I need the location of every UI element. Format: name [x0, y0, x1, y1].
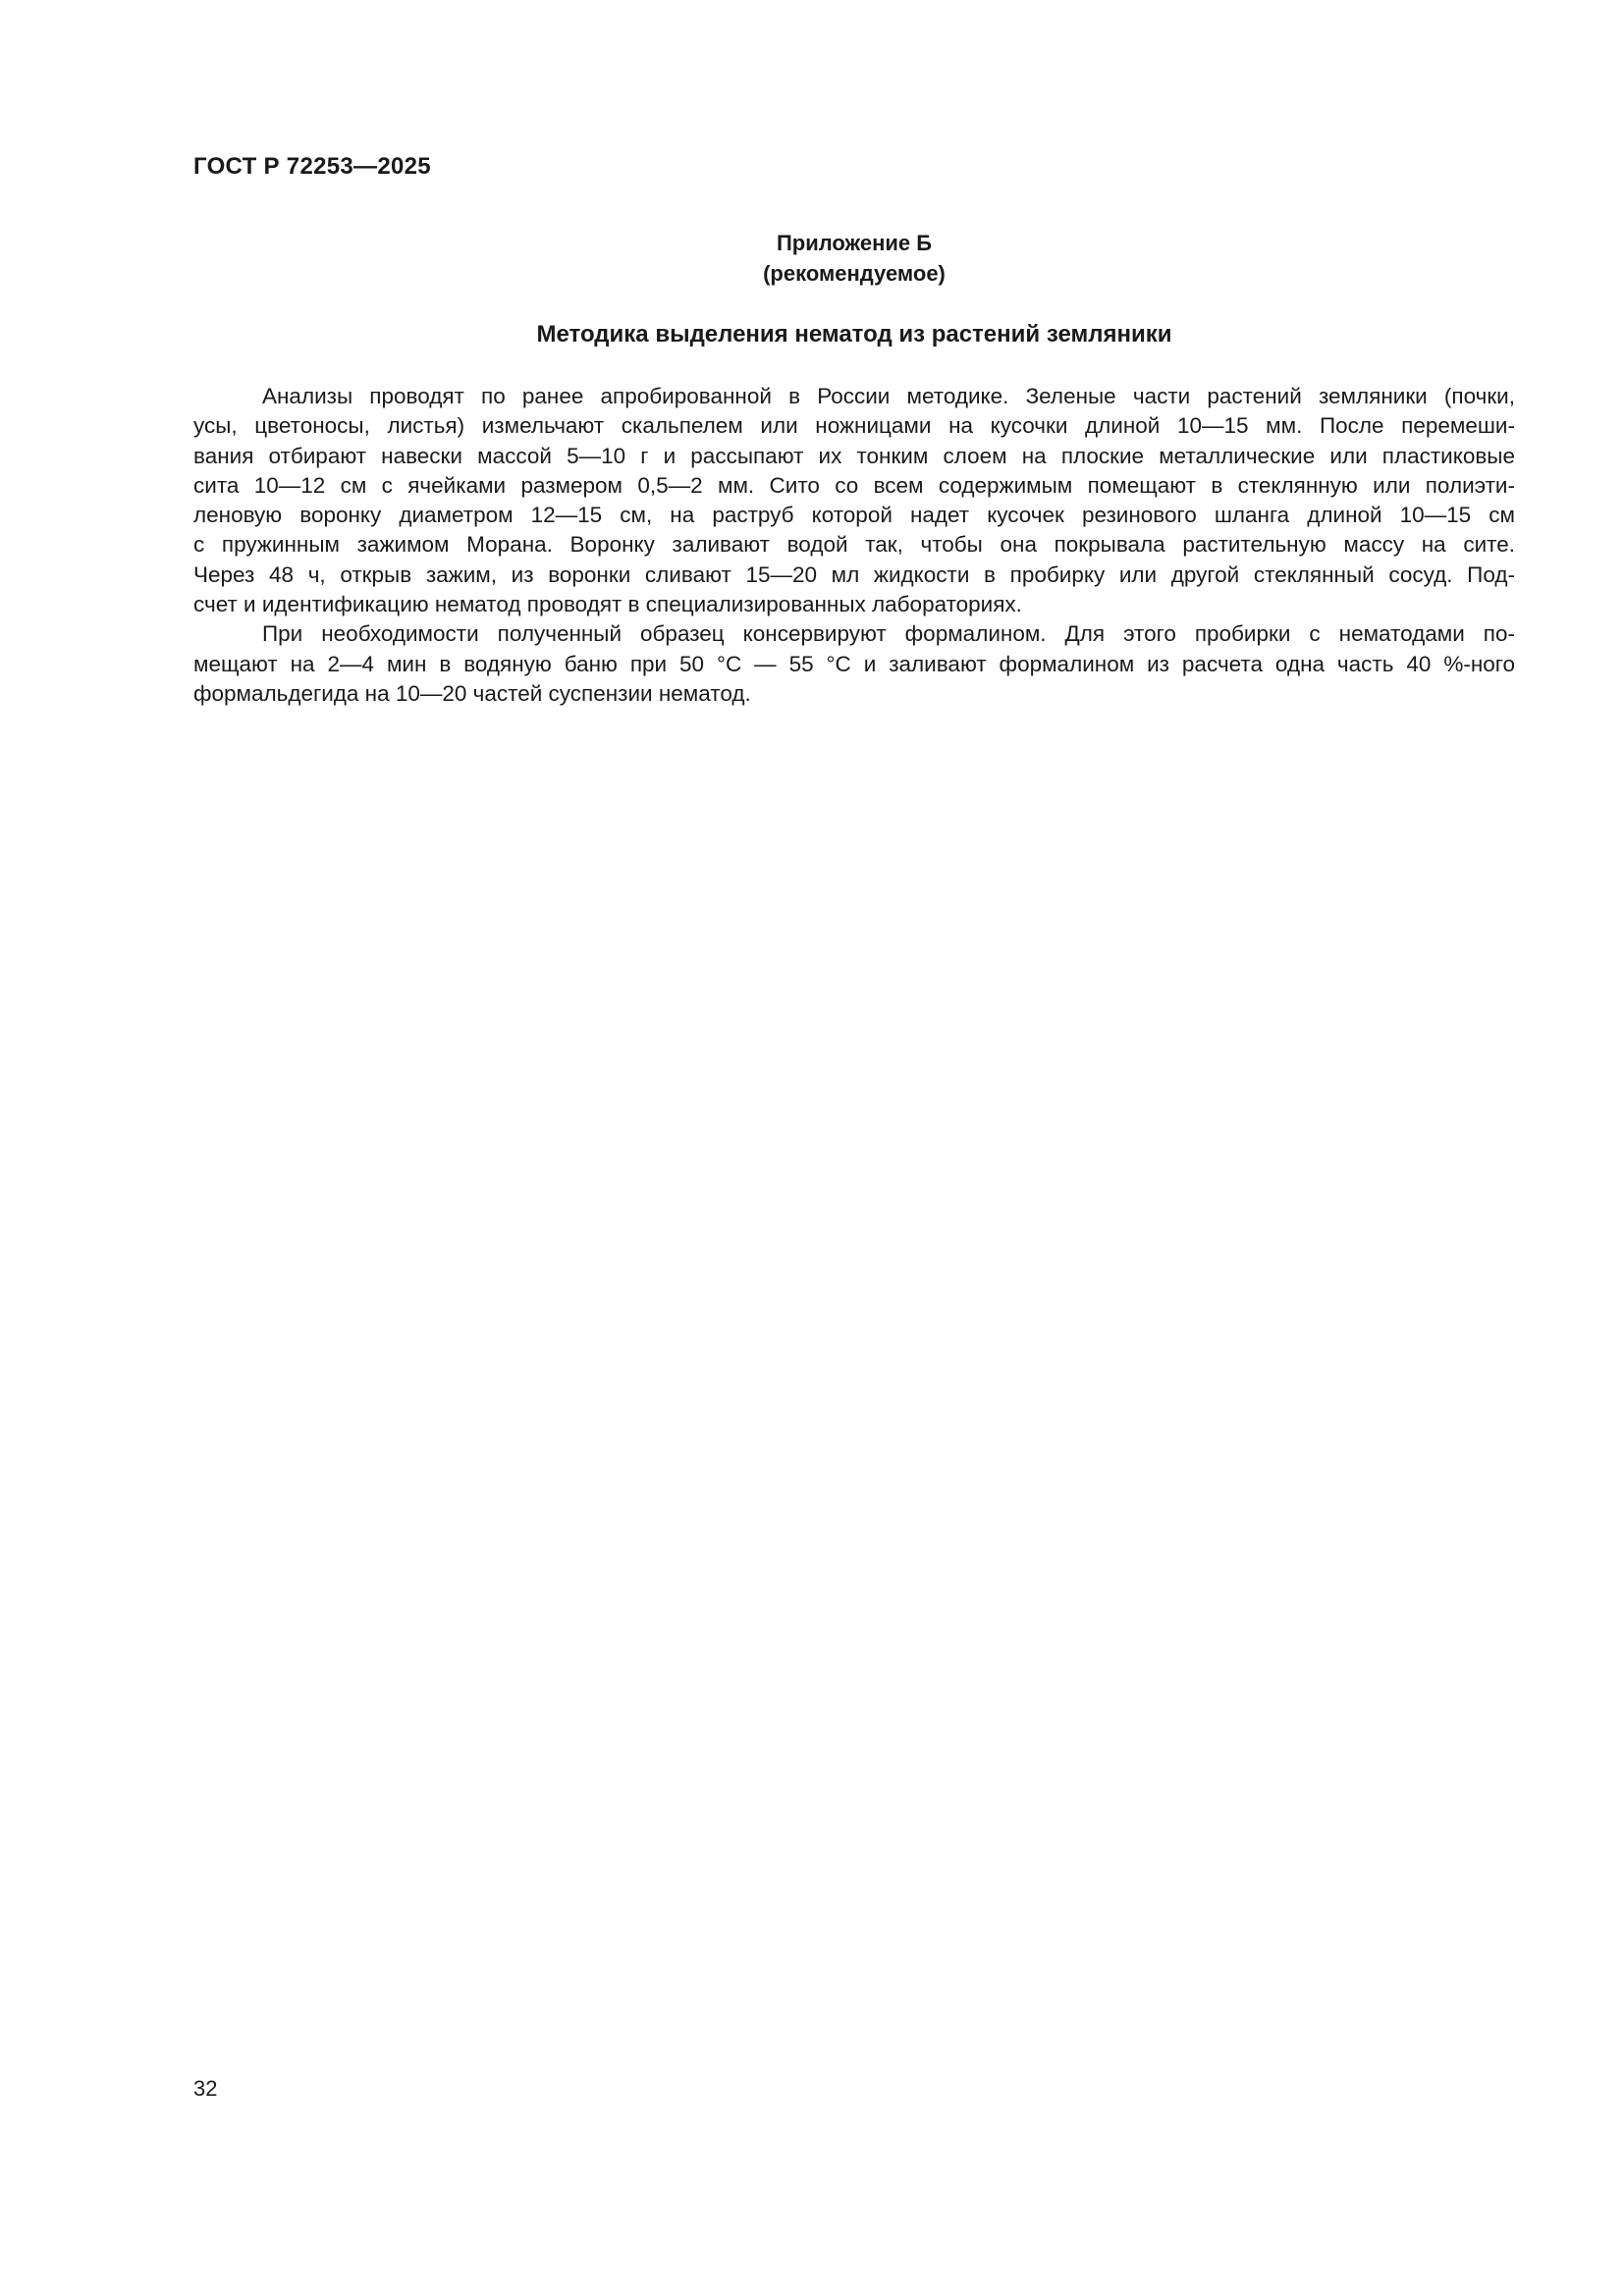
text-line: формальдегида на 10—20 частей суспензии нематод.: [193, 680, 751, 706]
annex-status: (рекомендуемое): [763, 261, 946, 286]
text-line: леновую воронку диаметром 12—15 см, на раструб которой надет кусочек резинового шланга длиной 10—15 см: [193, 503, 1515, 528]
text-line: Анализы проводят по ранее апробированной в России методике. Зеленые части растений земляники (почки,: [262, 384, 1515, 408]
page-number: 32: [193, 2076, 218, 2101]
paragraph-2: [193, 619, 1515, 709]
annex-heading: [193, 228, 1515, 289]
text-line: Через 48 ч, открыв зажим, из воронки сливают 15—20 мл жидкости в пробирку или другой стеклянный сосуд. Под-: [193, 561, 1515, 587]
annex-title: Методика выделения нематод из растений земляники: [536, 321, 1172, 347]
paragraph-1: [193, 382, 1515, 619]
annex-label: Приложение Б: [776, 231, 933, 255]
text-line: сита 10—12 см с ячейками размером 0,5—2 мм. Сито со всем содержимым помещают в стеклянную или полиэти-: [193, 472, 1515, 498]
text-line: счет и идентификацию нематод проводят в специализированных лабораториях.: [193, 592, 1022, 617]
body-text: [193, 382, 1515, 709]
text-line: мещают на 2—4 мин в водяную баню при 50 °С — 55 °С и заливают формалином из расчета одна часть 40 %-ного: [193, 651, 1515, 676]
text-line: усы, цветоносы, листья) измельчают скальпелем или ножницами на кусочки длиной 10—15 мм. После перемеши-: [193, 413, 1515, 439]
text-line: с пружинным зажимом Морана. Воронку заливают водой так, чтобы она покрывала растительную массу на сите.: [193, 532, 1515, 558]
text-line: вания отбирают навески массой 5—10 г и рассыпают их тонким слоем на плоские металлические или пластиковые: [193, 443, 1515, 468]
text-line: При необходимости полученный образец консервируют формалином. Для этого пробирки с нематодами по-: [262, 621, 1515, 647]
document-code-header: ГОСТ Р 72253—2025: [193, 153, 431, 180]
